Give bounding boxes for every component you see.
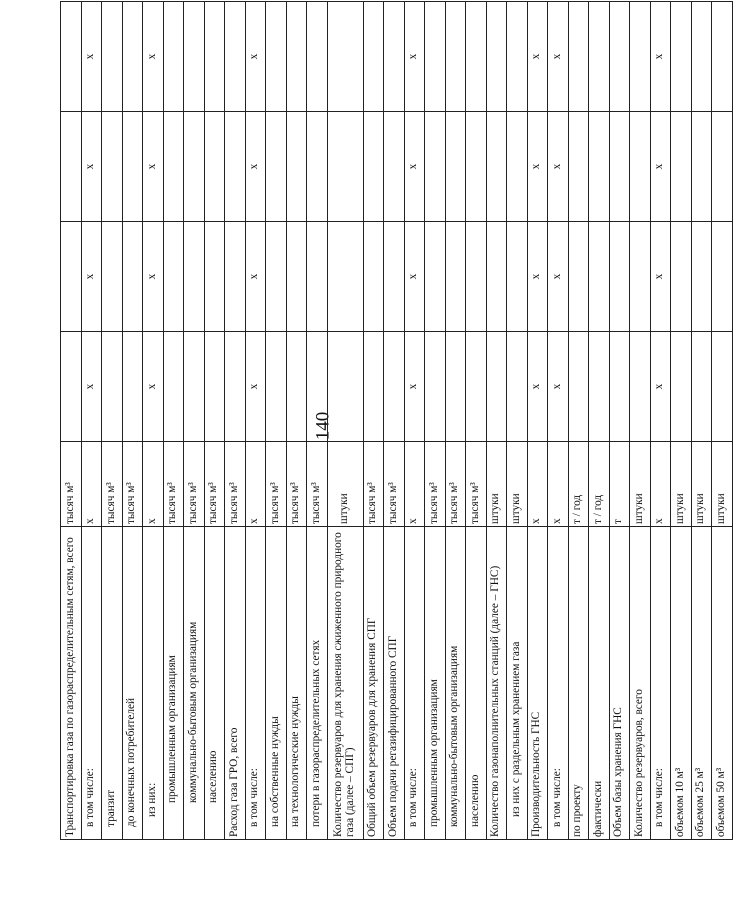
value-cell: х	[143, 222, 164, 332]
row-unit: тысяч м³	[286, 442, 307, 527]
row-label: Количество газонаполнительных станций (далее – ГНС)	[486, 527, 507, 840]
row-unit: тысяч м³	[225, 442, 246, 527]
table-row	[225, 2, 246, 840]
value-cell	[102, 112, 123, 222]
table-row	[630, 2, 651, 840]
value-cell: х	[245, 222, 266, 332]
value-cell	[225, 2, 246, 112]
value-cell	[630, 222, 651, 332]
table-row	[568, 2, 589, 840]
table-row	[445, 2, 466, 840]
row-label: по проекту	[568, 527, 589, 840]
value-cell	[102, 222, 123, 332]
value-cell: х	[650, 2, 671, 112]
value-cell	[630, 332, 651, 442]
value-cell	[184, 222, 205, 332]
value-cell: х	[548, 112, 569, 222]
value-cell	[425, 332, 446, 442]
table-row	[466, 2, 487, 840]
table-body	[61, 2, 733, 840]
value-cell	[630, 112, 651, 222]
row-unit: х	[245, 442, 266, 527]
value-cell	[122, 2, 143, 112]
value-cell: х	[245, 2, 266, 112]
row-label: Общий объем резервуаров для хранения СПГ	[363, 527, 384, 840]
value-cell	[507, 332, 528, 442]
value-cell	[589, 112, 610, 222]
value-cell: х	[143, 112, 164, 222]
value-cell	[286, 332, 307, 442]
value-cell	[266, 112, 287, 222]
value-cell	[486, 112, 507, 222]
value-cell	[507, 112, 528, 222]
value-cell	[204, 332, 225, 442]
row-label: промышленным организациям	[425, 527, 446, 840]
row-unit: штуки	[712, 442, 733, 527]
table-row	[650, 2, 671, 840]
value-cell	[691, 112, 712, 222]
row-label: Расход газа ГРО, всего	[225, 527, 246, 840]
row-unit: тысяч м³	[384, 442, 405, 527]
row-label: населению	[204, 527, 225, 840]
value-cell	[363, 112, 384, 222]
table-row	[266, 2, 287, 840]
row-unit: тысяч м³	[204, 442, 225, 527]
row-label: коммунально-бытовым организациям	[184, 527, 205, 840]
value-cell	[486, 2, 507, 112]
row-label: в том числе:	[404, 527, 425, 840]
data-table	[60, 1, 733, 840]
row-label: Объем базы хранения ГНС	[609, 527, 630, 840]
value-cell	[384, 222, 405, 332]
row-unit: тысяч м³	[61, 442, 82, 527]
row-unit: т	[609, 442, 630, 527]
value-cell	[122, 332, 143, 442]
value-cell: х	[404, 332, 425, 442]
value-cell	[102, 332, 123, 442]
table-row	[363, 2, 384, 840]
table-row	[102, 2, 123, 840]
row-label: из них с раздельным хранением газа	[507, 527, 528, 840]
row-unit: т / год	[568, 442, 589, 527]
table-row	[307, 2, 328, 840]
value-cell	[184, 2, 205, 112]
value-cell	[691, 332, 712, 442]
table-row	[486, 2, 507, 840]
value-cell	[671, 2, 692, 112]
value-cell	[163, 222, 184, 332]
value-cell	[184, 332, 205, 442]
value-cell	[609, 112, 630, 222]
value-cell	[671, 222, 692, 332]
value-cell	[630, 2, 651, 112]
row-unit: тысяч м³	[466, 442, 487, 527]
value-cell	[466, 222, 487, 332]
value-cell	[445, 222, 466, 332]
value-cell	[712, 112, 733, 222]
table-row	[327, 2, 363, 840]
value-cell	[204, 222, 225, 332]
table-row	[609, 2, 630, 840]
value-cell	[266, 332, 287, 442]
value-cell: х	[81, 222, 102, 332]
value-cell: х	[143, 332, 164, 442]
table-row	[671, 2, 692, 840]
row-unit: штуки	[486, 442, 507, 527]
value-cell: х	[527, 2, 548, 112]
row-unit: х	[650, 442, 671, 527]
value-cell	[589, 2, 610, 112]
value-cell	[609, 332, 630, 442]
value-cell	[307, 332, 328, 442]
value-cell	[363, 2, 384, 112]
value-cell	[266, 2, 287, 112]
value-cell	[712, 222, 733, 332]
value-cell	[568, 332, 589, 442]
value-cell	[225, 222, 246, 332]
table-row	[384, 2, 405, 840]
value-cell	[691, 222, 712, 332]
value-cell: х	[404, 2, 425, 112]
row-unit: х	[404, 442, 425, 527]
row-label: в том числе:	[650, 527, 671, 840]
row-label: Объем подачи регазифицированного СПГ	[384, 527, 405, 840]
table-row	[81, 2, 102, 840]
value-cell	[445, 2, 466, 112]
value-cell	[307, 222, 328, 332]
value-cell: х	[81, 332, 102, 442]
row-label: на технологические нужды	[286, 527, 307, 840]
row-unit: штуки	[671, 442, 692, 527]
value-cell	[327, 332, 363, 442]
value-cell: х	[650, 332, 671, 442]
row-unit: штуки	[327, 442, 363, 527]
row-label: фактически	[589, 527, 610, 840]
table-row	[245, 2, 266, 840]
row-unit: тысяч м³	[102, 442, 123, 527]
row-unit: тысяч м³	[307, 442, 328, 527]
value-cell	[102, 2, 123, 112]
row-unit: тысяч м³	[122, 442, 143, 527]
value-cell	[486, 332, 507, 442]
value-cell	[466, 112, 487, 222]
value-cell: х	[404, 222, 425, 332]
row-label: объемом 10 м³	[671, 527, 692, 840]
value-cell: х	[81, 2, 102, 112]
value-cell	[589, 332, 610, 442]
value-cell	[225, 112, 246, 222]
value-cell	[486, 222, 507, 332]
row-label: Транспортировка газа по газораспределительным сетям, всего	[61, 527, 82, 840]
value-cell	[286, 222, 307, 332]
value-cell	[204, 2, 225, 112]
value-cell	[384, 112, 405, 222]
row-label: Производительность ГНС	[527, 527, 548, 840]
table-row	[527, 2, 548, 840]
value-cell	[363, 332, 384, 442]
table-row	[122, 2, 143, 840]
value-cell	[466, 332, 487, 442]
table-row	[507, 2, 528, 840]
table-row	[712, 2, 733, 840]
value-cell	[712, 332, 733, 442]
row-label: объемом 50 м³	[712, 527, 733, 840]
row-label: потери в газораспределительных сетях	[307, 527, 328, 840]
value-cell	[286, 2, 307, 112]
value-cell	[425, 222, 446, 332]
row-label: в том числе:	[245, 527, 266, 840]
row-label: до конечных потребителей	[122, 527, 143, 840]
value-cell	[609, 2, 630, 112]
row-label: на собственные нужды	[266, 527, 287, 840]
page-number: 140	[312, 411, 334, 441]
value-cell	[589, 222, 610, 332]
row-label: коммунально-бытовым организациям	[445, 527, 466, 840]
value-cell	[61, 112, 82, 222]
value-cell: х	[404, 112, 425, 222]
value-cell: х	[81, 112, 102, 222]
value-cell	[286, 112, 307, 222]
value-cell	[671, 332, 692, 442]
table-row	[184, 2, 205, 840]
row-label: из них:	[143, 527, 164, 840]
row-label: населению	[466, 527, 487, 840]
value-cell: х	[527, 112, 548, 222]
row-unit: т / год	[589, 442, 610, 527]
table-row	[548, 2, 569, 840]
value-cell: х	[527, 222, 548, 332]
table-row	[691, 2, 712, 840]
row-label: Количество резервуаров для хранения сжиженного природного газа (далее – СПГ)	[327, 527, 363, 840]
row-unit: штуки	[691, 442, 712, 527]
table-row	[404, 2, 425, 840]
row-unit: тысяч м³	[363, 442, 384, 527]
table-row	[286, 2, 307, 840]
value-cell	[204, 112, 225, 222]
table-row	[61, 2, 82, 840]
value-cell	[466, 2, 487, 112]
value-cell	[568, 2, 589, 112]
row-unit: х	[548, 442, 569, 527]
row-label: Количество резервуаров, всего	[630, 527, 651, 840]
value-cell	[266, 222, 287, 332]
row-label: промышленным организациям	[163, 527, 184, 840]
value-cell	[327, 112, 363, 222]
value-cell: х	[245, 332, 266, 442]
value-cell: х	[548, 332, 569, 442]
row-unit: тысяч м³	[184, 442, 205, 527]
value-cell	[425, 112, 446, 222]
row-label: транзит	[102, 527, 123, 840]
row-unit: тысяч м³	[266, 442, 287, 527]
value-cell	[507, 2, 528, 112]
value-cell	[363, 222, 384, 332]
value-cell	[327, 222, 363, 332]
value-cell	[163, 112, 184, 222]
row-unit: тысяч м³	[163, 442, 184, 527]
row-unit: х	[143, 442, 164, 527]
value-cell	[445, 332, 466, 442]
value-cell	[712, 2, 733, 112]
value-cell: х	[548, 2, 569, 112]
value-cell: х	[245, 112, 266, 222]
table-row	[589, 2, 610, 840]
value-cell	[184, 112, 205, 222]
row-unit: тысяч м³	[425, 442, 446, 527]
value-cell	[384, 332, 405, 442]
value-cell	[307, 112, 328, 222]
value-cell	[568, 222, 589, 332]
value-cell	[568, 112, 589, 222]
value-cell	[163, 2, 184, 112]
table-row	[204, 2, 225, 840]
value-cell	[61, 2, 82, 112]
value-cell	[61, 222, 82, 332]
value-cell	[445, 112, 466, 222]
row-unit: х	[81, 442, 102, 527]
value-cell	[307, 2, 328, 112]
rotated-table-frame	[60, 32, 727, 840]
value-cell	[425, 2, 446, 112]
row-label: объемом 25 м³	[691, 527, 712, 840]
value-cell	[671, 112, 692, 222]
value-cell	[122, 112, 143, 222]
value-cell: х	[527, 332, 548, 442]
value-cell: х	[650, 222, 671, 332]
row-unit: х	[527, 442, 548, 527]
row-label: в том числе:	[81, 527, 102, 840]
value-cell	[691, 2, 712, 112]
value-cell: х	[548, 222, 569, 332]
value-cell	[507, 222, 528, 332]
value-cell	[225, 332, 246, 442]
row-label: в том числе:	[548, 527, 569, 840]
value-cell	[61, 332, 82, 442]
table-row	[163, 2, 184, 840]
value-cell	[163, 332, 184, 442]
row-unit: штуки	[507, 442, 528, 527]
table-row	[425, 2, 446, 840]
value-cell: х	[650, 112, 671, 222]
table-row	[143, 2, 164, 840]
value-cell	[609, 222, 630, 332]
row-unit: тысяч м³	[445, 442, 466, 527]
value-cell: х	[143, 2, 164, 112]
row-unit: штуки	[630, 442, 651, 527]
value-cell	[384, 2, 405, 112]
value-cell	[327, 2, 363, 112]
value-cell	[122, 222, 143, 332]
